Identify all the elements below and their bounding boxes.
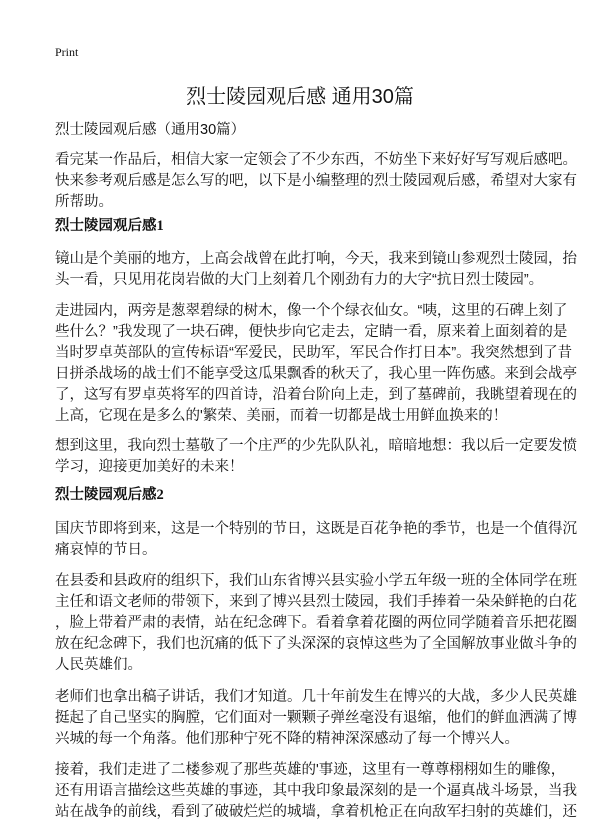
text-line: 想到这里，我向烈士墓敬了一个庄严的少先队队礼，暗暗地想：我以后一定要发愤 xyxy=(55,438,577,454)
paragraph xyxy=(55,519,575,561)
text-line: 烈士陵园观后感1 xyxy=(55,218,164,234)
text-line: 放在纪念碑下，我们也沉痛的低下了头深深的哀悼这些为了全国解放事业做斗争的 xyxy=(55,636,577,652)
print-link[interactable]: Print xyxy=(55,45,79,59)
text-line: 快来参考观后感是怎么写的吧，以下是小编整理的烈士陵园观后感，希望对大家有 xyxy=(55,173,577,189)
text-line: 接着，我们走进了二楼参观了那些英雄的'事迹，这里有一尊尊栩栩如生的雕像， xyxy=(55,762,566,778)
text-line: 还有用语言描绘这些英雄的事迹，其中我印象最深刻的是一个逼真战斗场景，当我 xyxy=(55,783,577,799)
subtitle-text: 烈士陵园观后感（通用30篇） xyxy=(55,122,246,138)
page-title: 烈士陵园观后感 通用30篇 xyxy=(186,86,414,108)
text-line: 在县委和县政府的组织下，我们山东省博兴县实验小学五年级一班的全体同学在班 xyxy=(55,573,577,589)
text-line: 当时罗卓英部队的宣传标语“军爱民，民助军，军民合作打日本”。我突然想到了昔 xyxy=(55,345,573,361)
text-line: 了，这写有罗卓英将军的四首诗，沿着台阶向上走，到了墓碑前，我眺望着现在的 xyxy=(55,387,577,403)
text-line: 老师们也拿出稿子讲话，我们才知道。几十年前发生在博兴的大战，多少人民英雄 xyxy=(55,689,577,705)
text-line: 挺起了自己坚实的胸膛，它们面对一颗颗子弹丝毫没有退缩，他们的鲜血洒满了博 xyxy=(55,710,577,726)
text-line: 人民英雄们。 xyxy=(55,657,142,673)
paragraph xyxy=(55,687,575,750)
text-line: 头一看，只见用花岗岩做的大门上刻着几个刚劲有力的大字“抗日烈士陵园”。 xyxy=(55,272,544,288)
paragraph xyxy=(55,150,575,213)
text-line: 上高，它现在是多么的'繁荣、美丽，而着一切都是战士用鲜血换来的！ xyxy=(55,408,508,424)
text-line: 站在战争的前线，看到了破破烂烂的城墙，拿着机枪正在向敌军扫射的英雄们，还 xyxy=(55,804,577,820)
text-line: 看完某一作品后，相信大家一定领会了不少东西，不妨坐下来好好写写观后感吧。 xyxy=(55,152,577,168)
text-line: 些什么？”我发现了一块石碑，便快步向它走去，定睛一看，原来着上面刻着的是 xyxy=(55,324,568,340)
section-heading xyxy=(55,216,575,237)
paragraph xyxy=(55,571,575,676)
text-line: 国庆节即将到来，这是一个特别的节日，这既是百花争艳的季节，也是一个值得沉 xyxy=(55,521,577,537)
paragraph xyxy=(55,301,575,427)
section-heading xyxy=(55,485,575,506)
paragraph xyxy=(55,436,575,478)
text-line: 走进园内，两旁是葱翠碧绿的树木，像一个个绿衣仙女。“咦，这里的石碑上刻了 xyxy=(55,303,568,319)
text-line: 主任和语文老师的带领下，来到了博兴县烈士陵园，我们手捧着一朵朵鲜艳的白花 xyxy=(55,594,577,610)
text-line: 痛哀悼的节日。 xyxy=(55,542,157,558)
text-line: ，脸上带着严肃的表情，站在纪念碑下。看着拿着花圈的两位同学随着音乐把花圈 xyxy=(55,615,577,631)
text-line: 所帮助。 xyxy=(55,194,113,210)
text-line: 学习，迎接更加美好的未来！ xyxy=(55,459,244,475)
text-line: 日拼杀战场的战士们不能享受这瓜果飘香的秋天了，我心里一阵伤感。来到会战亭 xyxy=(55,366,577,382)
text-line: 兴城的每一个角落。他们那种宁死不降的精神深深感动了每一个博兴人。 xyxy=(55,731,519,747)
text-line: 烈士陵园观后感2 xyxy=(55,487,164,503)
text-line: 镜山是个美丽的地方，上高会战曾在此打响，今天，我来到镜山参观烈士陵园，抬 xyxy=(55,251,577,267)
paragraph xyxy=(55,760,575,823)
paragraph xyxy=(55,249,575,291)
subtitle xyxy=(55,120,575,141)
